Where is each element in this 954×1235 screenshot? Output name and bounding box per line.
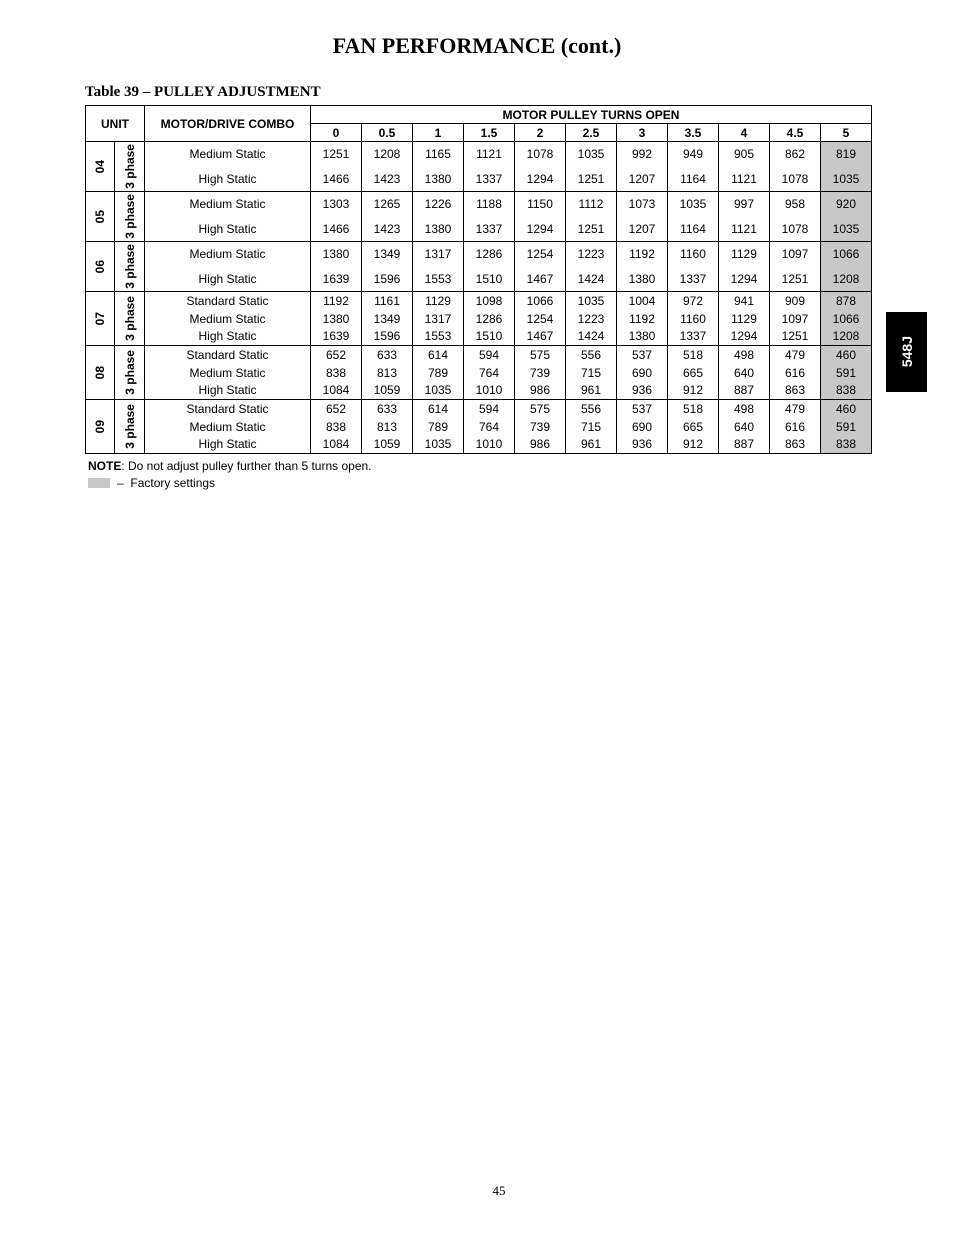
combo-cell: High Static <box>145 436 311 454</box>
table-row <box>86 192 872 217</box>
rpm-cell: 537 <box>617 400 668 418</box>
rpm-cell: 1466 <box>311 167 362 192</box>
factory-setting-cell: 1208 <box>821 328 872 346</box>
rpm-cell: 1294 <box>515 167 566 192</box>
rpm-cell: 1639 <box>311 328 362 346</box>
rpm-cell: 1317 <box>413 242 464 267</box>
factory-setting-cell: 1035 <box>821 217 872 242</box>
combo-cell: Standard Static <box>145 346 311 364</box>
rpm-cell: 1035 <box>413 436 464 454</box>
table-row <box>86 217 872 242</box>
table-row <box>86 418 872 436</box>
unit-cell <box>86 142 115 192</box>
rpm-cell: 1066 <box>515 292 566 310</box>
rpm-cell: 887 <box>719 436 770 454</box>
rpm-cell: 1466 <box>311 217 362 242</box>
rpm-cell: 986 <box>515 436 566 454</box>
rpm-cell: 1129 <box>719 310 770 328</box>
unit-label: 09 <box>93 419 107 434</box>
factory-setting-cell: 460 <box>821 400 872 418</box>
table-row <box>86 364 872 382</box>
rpm-cell: 575 <box>515 400 566 418</box>
rpm-cell: 1112 <box>566 192 617 217</box>
combo-cell: Medium Static <box>145 310 311 328</box>
rpm-cell: 936 <box>617 382 668 400</box>
unit-cell <box>86 242 115 292</box>
rpm-cell: 1380 <box>413 167 464 192</box>
rpm-cell: 1254 <box>515 242 566 267</box>
turns-column-header: 3.5 <box>668 124 719 142</box>
table-row <box>86 382 872 400</box>
rpm-cell: 652 <box>311 346 362 364</box>
factory-setting-cell: 1208 <box>821 267 872 292</box>
unit-header: UNIT <box>86 106 145 142</box>
rpm-cell: 997 <box>719 192 770 217</box>
rpm-cell: 1254 <box>515 310 566 328</box>
legend-text: Factory settings <box>130 476 216 490</box>
rpm-cell: 1553 <box>413 267 464 292</box>
factory-setting-cell: 460 <box>821 346 872 364</box>
rpm-cell: 1251 <box>770 328 821 346</box>
rpm-cell: 1317 <box>413 310 464 328</box>
rpm-cell: 1251 <box>566 167 617 192</box>
rpm-cell: 690 <box>617 418 668 436</box>
rpm-cell: 640 <box>719 418 770 436</box>
rpm-cell: 1059 <box>362 436 413 454</box>
rpm-cell: 1337 <box>464 217 515 242</box>
factory-setting-cell: 1066 <box>821 310 872 328</box>
rpm-cell: 1192 <box>311 292 362 310</box>
rpm-cell: 537 <box>617 346 668 364</box>
rpm-cell: 1553 <box>413 328 464 346</box>
rpm-cell: 1423 <box>362 167 413 192</box>
rpm-cell: 992 <box>617 142 668 167</box>
rpm-cell: 594 <box>464 400 515 418</box>
rpm-cell: 1639 <box>311 267 362 292</box>
phase-label: 3 phase <box>122 144 137 189</box>
rpm-cell: 1098 <box>464 292 515 310</box>
note-label: NOTE <box>88 459 122 473</box>
rpm-cell: 739 <box>515 364 566 382</box>
rpm-cell: 665 <box>668 364 719 382</box>
rpm-cell: 616 <box>770 418 821 436</box>
rpm-cell: 1035 <box>413 382 464 400</box>
rpm-cell: 1161 <box>362 292 413 310</box>
table-caption: Table 39 – PULLEY ADJUSTMENT <box>85 84 321 100</box>
rpm-cell: 1294 <box>719 328 770 346</box>
rpm-cell: 1010 <box>464 382 515 400</box>
factory-setting-cell: 838 <box>821 436 872 454</box>
rpm-cell: 1078 <box>770 217 821 242</box>
rpm-cell: 640 <box>719 364 770 382</box>
rpm-cell: 1035 <box>668 192 719 217</box>
rpm-cell: 1129 <box>413 292 464 310</box>
header-row <box>86 106 872 124</box>
table-row <box>86 292 872 310</box>
combo-cell: Standard Static <box>145 292 311 310</box>
phase-label: 3 phase <box>122 350 137 395</box>
unit-cell <box>86 400 115 454</box>
combo-cell: High Static <box>145 382 311 400</box>
rpm-cell: 652 <box>311 400 362 418</box>
rpm-cell: 1380 <box>413 217 464 242</box>
rpm-cell: 949 <box>668 142 719 167</box>
rpm-cell: 1380 <box>311 242 362 267</box>
turns-column-header: 4.5 <box>770 124 821 142</box>
rpm-cell: 1078 <box>515 142 566 167</box>
combo-cell: Medium Static <box>145 364 311 382</box>
rpm-cell: 594 <box>464 346 515 364</box>
rpm-cell: 789 <box>413 418 464 436</box>
phase-label: 3 phase <box>122 404 137 449</box>
rpm-cell: 1164 <box>668 167 719 192</box>
rpm-cell: 498 <box>719 346 770 364</box>
rpm-cell: 1035 <box>566 142 617 167</box>
rpm-cell: 764 <box>464 364 515 382</box>
rpm-cell: 1226 <box>413 192 464 217</box>
rpm-cell: 863 <box>770 436 821 454</box>
rpm-cell: 1160 <box>668 242 719 267</box>
rpm-cell: 498 <box>719 400 770 418</box>
legend-dash: – <box>117 476 124 490</box>
combo-cell: Medium Static <box>145 242 311 267</box>
rpm-cell: 715 <box>566 364 617 382</box>
rpm-cell: 1251 <box>770 267 821 292</box>
factory-setting-cell: 819 <box>821 142 872 167</box>
turns-column-header: 0.5 <box>362 124 413 142</box>
rpm-cell: 813 <box>362 364 413 382</box>
rpm-cell: 1078 <box>770 167 821 192</box>
rpm-cell: 862 <box>770 142 821 167</box>
rpm-cell: 1467 <box>515 267 566 292</box>
combo-cell: Medium Static <box>145 142 311 167</box>
rpm-cell: 1097 <box>770 242 821 267</box>
rpm-cell: 1207 <box>617 167 668 192</box>
rpm-cell: 961 <box>566 382 617 400</box>
factory-setting-cell: 1035 <box>821 167 872 192</box>
rpm-cell: 1251 <box>566 217 617 242</box>
rpm-cell: 1073 <box>617 192 668 217</box>
rpm-cell: 479 <box>770 346 821 364</box>
side-tab <box>886 312 927 392</box>
unit-label: 05 <box>93 209 107 224</box>
combo-cell: High Static <box>145 267 311 292</box>
rpm-cell: 575 <box>515 346 566 364</box>
turns-column-header: 2 <box>515 124 566 142</box>
rpm-cell: 1424 <box>566 267 617 292</box>
rpm-cell: 1423 <box>362 217 413 242</box>
unit-label: 04 <box>93 159 107 174</box>
rpm-cell: 739 <box>515 418 566 436</box>
phase-cell <box>115 192 145 242</box>
combo-cell: High Static <box>145 328 311 346</box>
rpm-cell: 1207 <box>617 217 668 242</box>
rpm-cell: 715 <box>566 418 617 436</box>
rpm-cell: 614 <box>413 346 464 364</box>
unit-label: 08 <box>93 365 107 380</box>
rpm-cell: 616 <box>770 364 821 382</box>
rpm-cell: 1294 <box>719 267 770 292</box>
rpm-cell: 1084 <box>311 436 362 454</box>
rpm-cell: 1424 <box>566 328 617 346</box>
rpm-cell: 1150 <box>515 192 566 217</box>
table-row <box>86 400 872 418</box>
rpm-cell: 986 <box>515 382 566 400</box>
rpm-cell: 665 <box>668 418 719 436</box>
combo-cell: High Static <box>145 167 311 192</box>
table-row <box>86 142 872 167</box>
unit-cell <box>86 346 115 400</box>
rpm-cell: 556 <box>566 346 617 364</box>
rpm-cell: 1004 <box>617 292 668 310</box>
rpm-cell: 614 <box>413 400 464 418</box>
rpm-cell: 1165 <box>413 142 464 167</box>
rpm-cell: 1286 <box>464 242 515 267</box>
rpm-cell: 1121 <box>719 167 770 192</box>
rpm-cell: 479 <box>770 400 821 418</box>
turns-column-header: 2.5 <box>566 124 617 142</box>
page-title: FAN PERFORMANCE (cont.) <box>332 33 622 58</box>
rpm-cell: 1164 <box>668 217 719 242</box>
unit-cell <box>86 292 115 346</box>
rpm-cell: 1121 <box>464 142 515 167</box>
table-row <box>86 167 872 192</box>
rpm-cell: 1380 <box>617 328 668 346</box>
rpm-cell: 1208 <box>362 142 413 167</box>
table-row <box>86 346 872 364</box>
rpm-cell: 633 <box>362 400 413 418</box>
factory-setting-cell: 1066 <box>821 242 872 267</box>
rpm-cell: 1059 <box>362 382 413 400</box>
rpm-cell: 972 <box>668 292 719 310</box>
rpm-cell: 909 <box>770 292 821 310</box>
rpm-cell: 789 <box>413 364 464 382</box>
rpm-cell: 633 <box>362 346 413 364</box>
rpm-cell: 1294 <box>515 217 566 242</box>
rpm-cell: 1510 <box>464 267 515 292</box>
factory-setting-cell: 838 <box>821 382 872 400</box>
unit-label: 06 <box>93 259 107 274</box>
combo-cell: High Static <box>145 217 311 242</box>
rpm-cell: 1160 <box>668 310 719 328</box>
turns-column-header: 1.5 <box>464 124 515 142</box>
factory-settings-legend <box>88 476 215 490</box>
rpm-cell: 1337 <box>668 267 719 292</box>
rpm-cell: 1337 <box>464 167 515 192</box>
combo-cell: Medium Static <box>145 192 311 217</box>
phase-cell <box>115 292 145 346</box>
rpm-cell: 1121 <box>719 217 770 242</box>
rpm-cell: 690 <box>617 364 668 382</box>
rpm-cell: 1035 <box>566 292 617 310</box>
rpm-cell: 1223 <box>566 310 617 328</box>
rpm-cell: 1010 <box>464 436 515 454</box>
rpm-cell: 912 <box>668 436 719 454</box>
factory-setting-cell: 591 <box>821 418 872 436</box>
turns-column-header: 5 <box>821 124 872 142</box>
page-number: 45 <box>492 1183 506 1198</box>
table-row <box>86 310 872 328</box>
turns-column-header: 4 <box>719 124 770 142</box>
combo-header: MOTOR/DRIVE COMBO <box>145 106 311 142</box>
phase-cell <box>115 242 145 292</box>
rpm-cell: 1380 <box>617 267 668 292</box>
pulley-adjustment-table <box>85 105 872 454</box>
rpm-cell: 1467 <box>515 328 566 346</box>
phase-cell <box>115 400 145 454</box>
factory-setting-cell: 920 <box>821 192 872 217</box>
unit-cell <box>86 192 115 242</box>
rpm-cell: 764 <box>464 418 515 436</box>
turns-open-header: MOTOR PULLEY TURNS OPEN <box>311 106 872 124</box>
rpm-cell: 1349 <box>362 310 413 328</box>
table-row <box>86 242 872 267</box>
phase-label: 3 phase <box>122 194 137 239</box>
rpm-cell: 863 <box>770 382 821 400</box>
rpm-cell: 1337 <box>668 328 719 346</box>
combo-cell: Medium Static <box>145 418 311 436</box>
phase-label: 3 phase <box>122 296 137 341</box>
table-note <box>88 459 372 473</box>
rpm-cell: 905 <box>719 142 770 167</box>
factory-settings-swatch <box>88 478 110 488</box>
table-row <box>86 328 872 346</box>
note-text: : Do not adjust pulley further than 5 turns open. <box>121 459 372 473</box>
turns-column-header: 0 <box>311 124 362 142</box>
rpm-cell: 1192 <box>617 242 668 267</box>
factory-setting-cell: 878 <box>821 292 872 310</box>
combo-cell: Standard Static <box>145 400 311 418</box>
turns-column-header: 1 <box>413 124 464 142</box>
rpm-cell: 1265 <box>362 192 413 217</box>
rpm-cell: 1223 <box>566 242 617 267</box>
rpm-cell: 1097 <box>770 310 821 328</box>
rpm-cell: 1596 <box>362 267 413 292</box>
rpm-cell: 1286 <box>464 310 515 328</box>
rpm-cell: 1251 <box>311 142 362 167</box>
rpm-cell: 1380 <box>311 310 362 328</box>
rpm-cell: 1188 <box>464 192 515 217</box>
rpm-cell: 1084 <box>311 382 362 400</box>
rpm-cell: 1510 <box>464 328 515 346</box>
rpm-cell: 1303 <box>311 192 362 217</box>
turns-column-header: 3 <box>617 124 668 142</box>
rpm-cell: 887 <box>719 382 770 400</box>
rpm-cell: 1192 <box>617 310 668 328</box>
table-row <box>86 267 872 292</box>
rpm-cell: 1129 <box>719 242 770 267</box>
table-row <box>86 436 872 454</box>
rpm-cell: 838 <box>311 364 362 382</box>
rpm-cell: 838 <box>311 418 362 436</box>
rpm-cell: 556 <box>566 400 617 418</box>
rpm-cell: 1349 <box>362 242 413 267</box>
rpm-cell: 958 <box>770 192 821 217</box>
rpm-cell: 518 <box>668 400 719 418</box>
phase-cell <box>115 346 145 400</box>
phase-cell <box>115 142 145 192</box>
rpm-cell: 936 <box>617 436 668 454</box>
rpm-cell: 1596 <box>362 328 413 346</box>
unit-label: 07 <box>93 311 107 326</box>
rpm-cell: 961 <box>566 436 617 454</box>
factory-setting-cell: 591 <box>821 364 872 382</box>
side-tab-label: 548J <box>898 336 915 368</box>
rpm-cell: 813 <box>362 418 413 436</box>
rpm-cell: 941 <box>719 292 770 310</box>
phase-label: 3 phase <box>122 244 137 289</box>
rpm-cell: 912 <box>668 382 719 400</box>
rpm-cell: 518 <box>668 346 719 364</box>
